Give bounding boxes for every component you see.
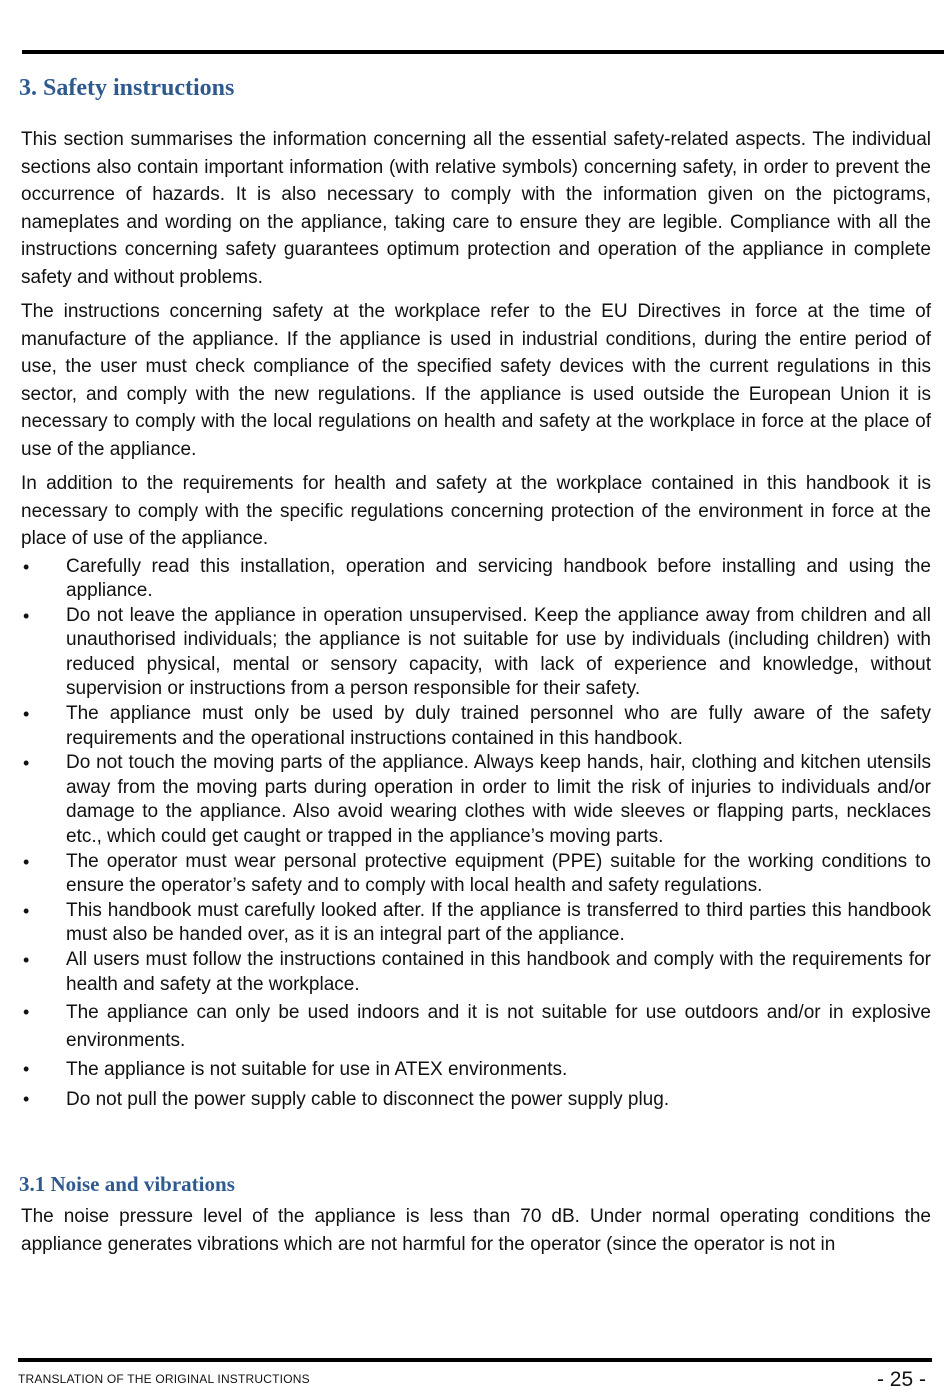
list-item [21,1056,931,1084]
bullet-icon: • [23,605,30,626]
bullet-icon: • [23,950,30,970]
footer-label: TRANSLATION OF THE ORIGINAL INSTRUCTIONS [18,1372,310,1386]
subsection-title: 3.1 Noise and vibrations [19,1172,235,1197]
list-item-text: The appliance is not suitable for use in ATEX environments. [66,1059,568,1081]
list-item-text: Carefully read this installation, operation and servicing handbook before installing and using the appliance. [66,555,931,602]
bullet-icon: • [23,704,30,725]
list-item-text: This handbook must carefully looked after. If the appliance is transferred to third parties this handbook must also be handed over, as it is an integral part of the appliance. [66,899,931,946]
list-item-text: Do not touch the moving parts of the appliance. Always keep hands, hair, clothing and kitchen utensils away from the moving parts during operation in order to limit the risk of injuries to individuals and/or damage to the appliance. Also avoid wearing clothes with wide sleeves or flapping parts, necklaces etc., which could get caught or trapped in the appliance’s moving parts. [66,752,931,848]
paragraph-noise: The noise pressure level of the appliance is less than 70 dB. Under normal operating conditions the appliance generates vibrations which are not harmful for the operator (since the operator is not in [21,1206,931,1255]
page-number: - 25 - [876,1368,926,1391]
safety-bullet-list [21,555,931,1114]
paragraph-eu-directives: The instructions concerning safety at the workplace refer to the EU Directives in force at the time of manufacture of the appliance. If the appliance is used in industrial conditions, during the entire period of use, the user must check compliance of the specified safety devices with the current regulations in this sector, and comply with the new regulations. If the appliance is used outside the European Union it is necessary to comply with the local regulations on health and safety at the workplace in force at the place of use of the appliance. [21,301,931,460]
list-item-text: The operator must wear personal protective equipment (PPE) suitable for the working conditions to ensure the operator’s safety and to comply with local health and safety regulations. [66,850,931,897]
bullet-icon: • [23,1088,30,1109]
paragraph-environment: In addition to the requirements for health and safety at the workplace contained in this handbook it is necessary to comply with the specific regulations concerning protection of the environment in force at the place of use of the appliance. [21,473,931,549]
list-item [21,604,931,702]
list-item [21,751,931,849]
list-item-text: The appliance must only be used by duly trained personnel who are fully aware of the safety requirements and the operational instructions contained in this handbook. [66,703,931,749]
list-item [21,948,931,997]
section-title: 3. Safety instructions [19,75,235,101]
bullet-icon: • [23,1002,30,1023]
page-content [21,72,931,1265]
list-item-text: The appliance can only be used indoors and it is not suitable for use outdoors and/or in explosive environments. [66,1002,931,1051]
list-item [21,702,931,751]
footer-rule [18,1358,932,1362]
paragraph-intro: This section summarises the information concerning all the essential safety-related aspects. The individual sections also contain important information (with relative symbols) concerning safety, in order to prevent the occurrence of hazards. It is also necessary to comply with the information given on the pictograms, nameplates and wording on the appliance, taking care to ensure they are legible. Compliance with all the instructions concerning safety guarantees optimum protection and operation of the appliance in complete safety and without problems. [21,129,931,288]
bullet-icon: • [23,556,30,577]
list-item [21,899,931,948]
bullet-icon: • [23,753,30,774]
bullet-icon: • [23,1059,30,1080]
list-item [21,850,931,899]
list-item [21,999,931,1054]
list-item-text: Do not leave the appliance in operation unsupervised. Keep the appliance away from children and all unauthorised individuals; the appliance is not suitable for use by individuals (including children) with reduced physical, mental or sensory capacity, with lack of experience and knowledge, without supervision or instructions from a person responsible for their safety. [66,604,931,700]
list-item [21,1086,931,1114]
bullet-icon: • [23,851,30,872]
list-item [21,555,931,604]
bullet-icon: • [23,900,30,921]
header-rule [22,50,944,54]
list-item-text: Do not pull the power supply cable to disconnect the power supply plug. [66,1088,670,1110]
list-item-text: All users must follow the instructions contained in this handbook and comply with the requirements for health and safety at the workplace. [66,949,931,995]
